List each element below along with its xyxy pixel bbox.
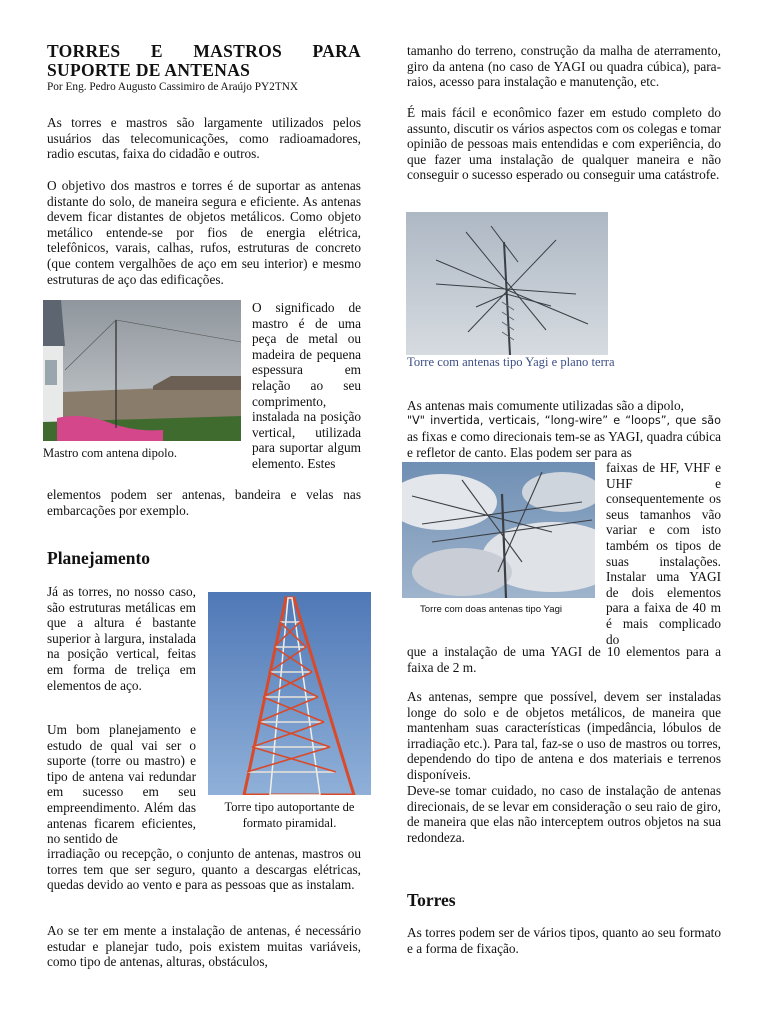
paragraph-antenna-types-mono: "V" invertida, verticais, “long-wire” e “loops”, que são — [407, 414, 721, 427]
mast-dipole-photo — [43, 300, 241, 441]
paragraph-terrain: tamanho do terreno, construção da malha de aterramento, giro da antena (no caso de YAGI ou quadra cúbica), para-raios, acesso para instalação e manutenção, etc. — [407, 43, 721, 90]
caption-yagi-ground-plane: Torre com antenas tipo Yagi e plano terra — [407, 355, 615, 369]
paragraph-planning: Um bom planejamento e estudo de qual vai ser o suporte (torre ou mastro) e tipo de antena vai redundar em sucesso em seu empreendimento. Além das antenas ficarem eficientes, no sentido de — [47, 722, 196, 847]
paragraph-mast-meaning-cont: elementos podem ser antenas, bandeira e velas nas embarcações por exemplo. — [47, 487, 361, 518]
heading-torres: Torres — [407, 890, 456, 910]
paragraph-caution: Deve-se tomar cuidado, no caso de instalação de antenas direcionais, de se levar em consideração o seu raio de giro, de maneira que elas não interceptem outros objetos na sua redondeza. — [407, 783, 721, 845]
paragraph-tower-types: As torres podem ser de vários tipos, quanto ao seu formato e a forma de fixação. — [407, 925, 721, 956]
caption-two-yagi: Torre com doas antenas tipo Yagi — [420, 604, 563, 615]
paragraph-study: É mais fácil e econômico fazer em estudo completo do assunto, discutir os vários aspectos com os colegas e tomar opinião de pessoas mais entendidas e com experiência, do que fazer uma instalação de qualquer maneira e não conseguir o sucesso esperado ou conseguir uma catástrofe. — [407, 105, 721, 183]
paragraph-placement: As antenas, sempre que possível, devem ser instaladas longe do solo e de objetos metálicos, de maneira que mantenham suas características (impedância, lóbulos de irradiação etc.). Para tal, faz-se o uso de mastros ou torres, dependendo do tipo de antena e dos materiais e terrenos disponíveis. — [407, 689, 721, 782]
byline: Por Eng. Pedro Augusto Cassimiro de Araújo PY2TNX — [47, 81, 299, 93]
tower-pyramidal-photo — [208, 592, 371, 795]
caption-tower-pyramidal: Torre tipo autoportante de formato piramidal. — [224, 800, 355, 830]
paragraph-objective: O objetivo dos mastros e torres é de suportar as antenas distante do solo, de maneira segura e eficiente. As antenas devem ficar distantes de objetos metálicos. Como objeto metálico entende-se por fios de energia elétrica, telefônicos, varais, calhas, rufos, estruturas de concreto (que contem vergalhões de aço em seu interior) e mesmo estruturas de aço das edificações. — [47, 178, 361, 287]
paragraph-antenna-types-a: As antenas mais comumente utilizadas são a dipolo, — [407, 398, 684, 413]
heading-planejamento: Planejamento — [47, 548, 151, 568]
paragraph-bands-cont: que a instalação de uma YAGI de 10 elementos para a faixa de 2 m. — [407, 644, 721, 675]
two-yagi-tower-photo — [402, 462, 595, 598]
title-line-1: TORRES E MASTROS PARA — [47, 41, 361, 61]
paragraph-towers-definition: Já as torres, no nosso caso, são estruturas metálicas em que a altura é bastante superior à largura, instalada na posição vertical, feitas em forma de treliça em elementos de aço. — [47, 584, 196, 693]
title-line-2: SUPORTE DE ANTENAS — [47, 60, 251, 80]
caption-mast-dipole: Mastro com antena dipolo. — [43, 446, 177, 460]
paragraph-intro: As torres e mastros são largamente utilizados pelos usuários das telecomunicações, como radioamadores, radio escutas, faixa do cidadão e outros. — [47, 115, 361, 162]
paragraph-mast-meaning: O significado de mastro é de uma peça de metal ou madeira de pequena espessura em relação ao seu comprimento, instalada na posição vertical, utilizada para suportar algum elemento. Estes — [252, 300, 361, 471]
paragraph-antenna-types-b: as fixas e como direcionais tem-se as YAGI, quadra cúbica e refletor de canto. Elas podem ser para as — [407, 429, 721, 460]
paragraph-variables: Ao se ter em mente a instalação de antenas, é necessário estudar e planejar tudo, pois existem muitas variáveis, como tipo de antenas, alturas, obstáculos, — [47, 923, 361, 970]
article-title — [47, 42, 361, 80]
yagi-ground-plane-photo — [406, 212, 608, 355]
paragraph-bands: faixas de HF, VHF e UHF e consequentemente os seus tamanhos vão variar e com isto também os tipos de suas instalações. Instalar uma YAGI de dois elementos para a faixa de 40 m é mais complicado do — [606, 460, 721, 647]
paragraph-planning-cont: irradiação ou recepção, o conjunto de antenas, mastros ou torres tem que ser seguro, quanto a descargas elétricas, quedas devido ao vento e para as pessoas que as instalam. — [47, 846, 361, 893]
